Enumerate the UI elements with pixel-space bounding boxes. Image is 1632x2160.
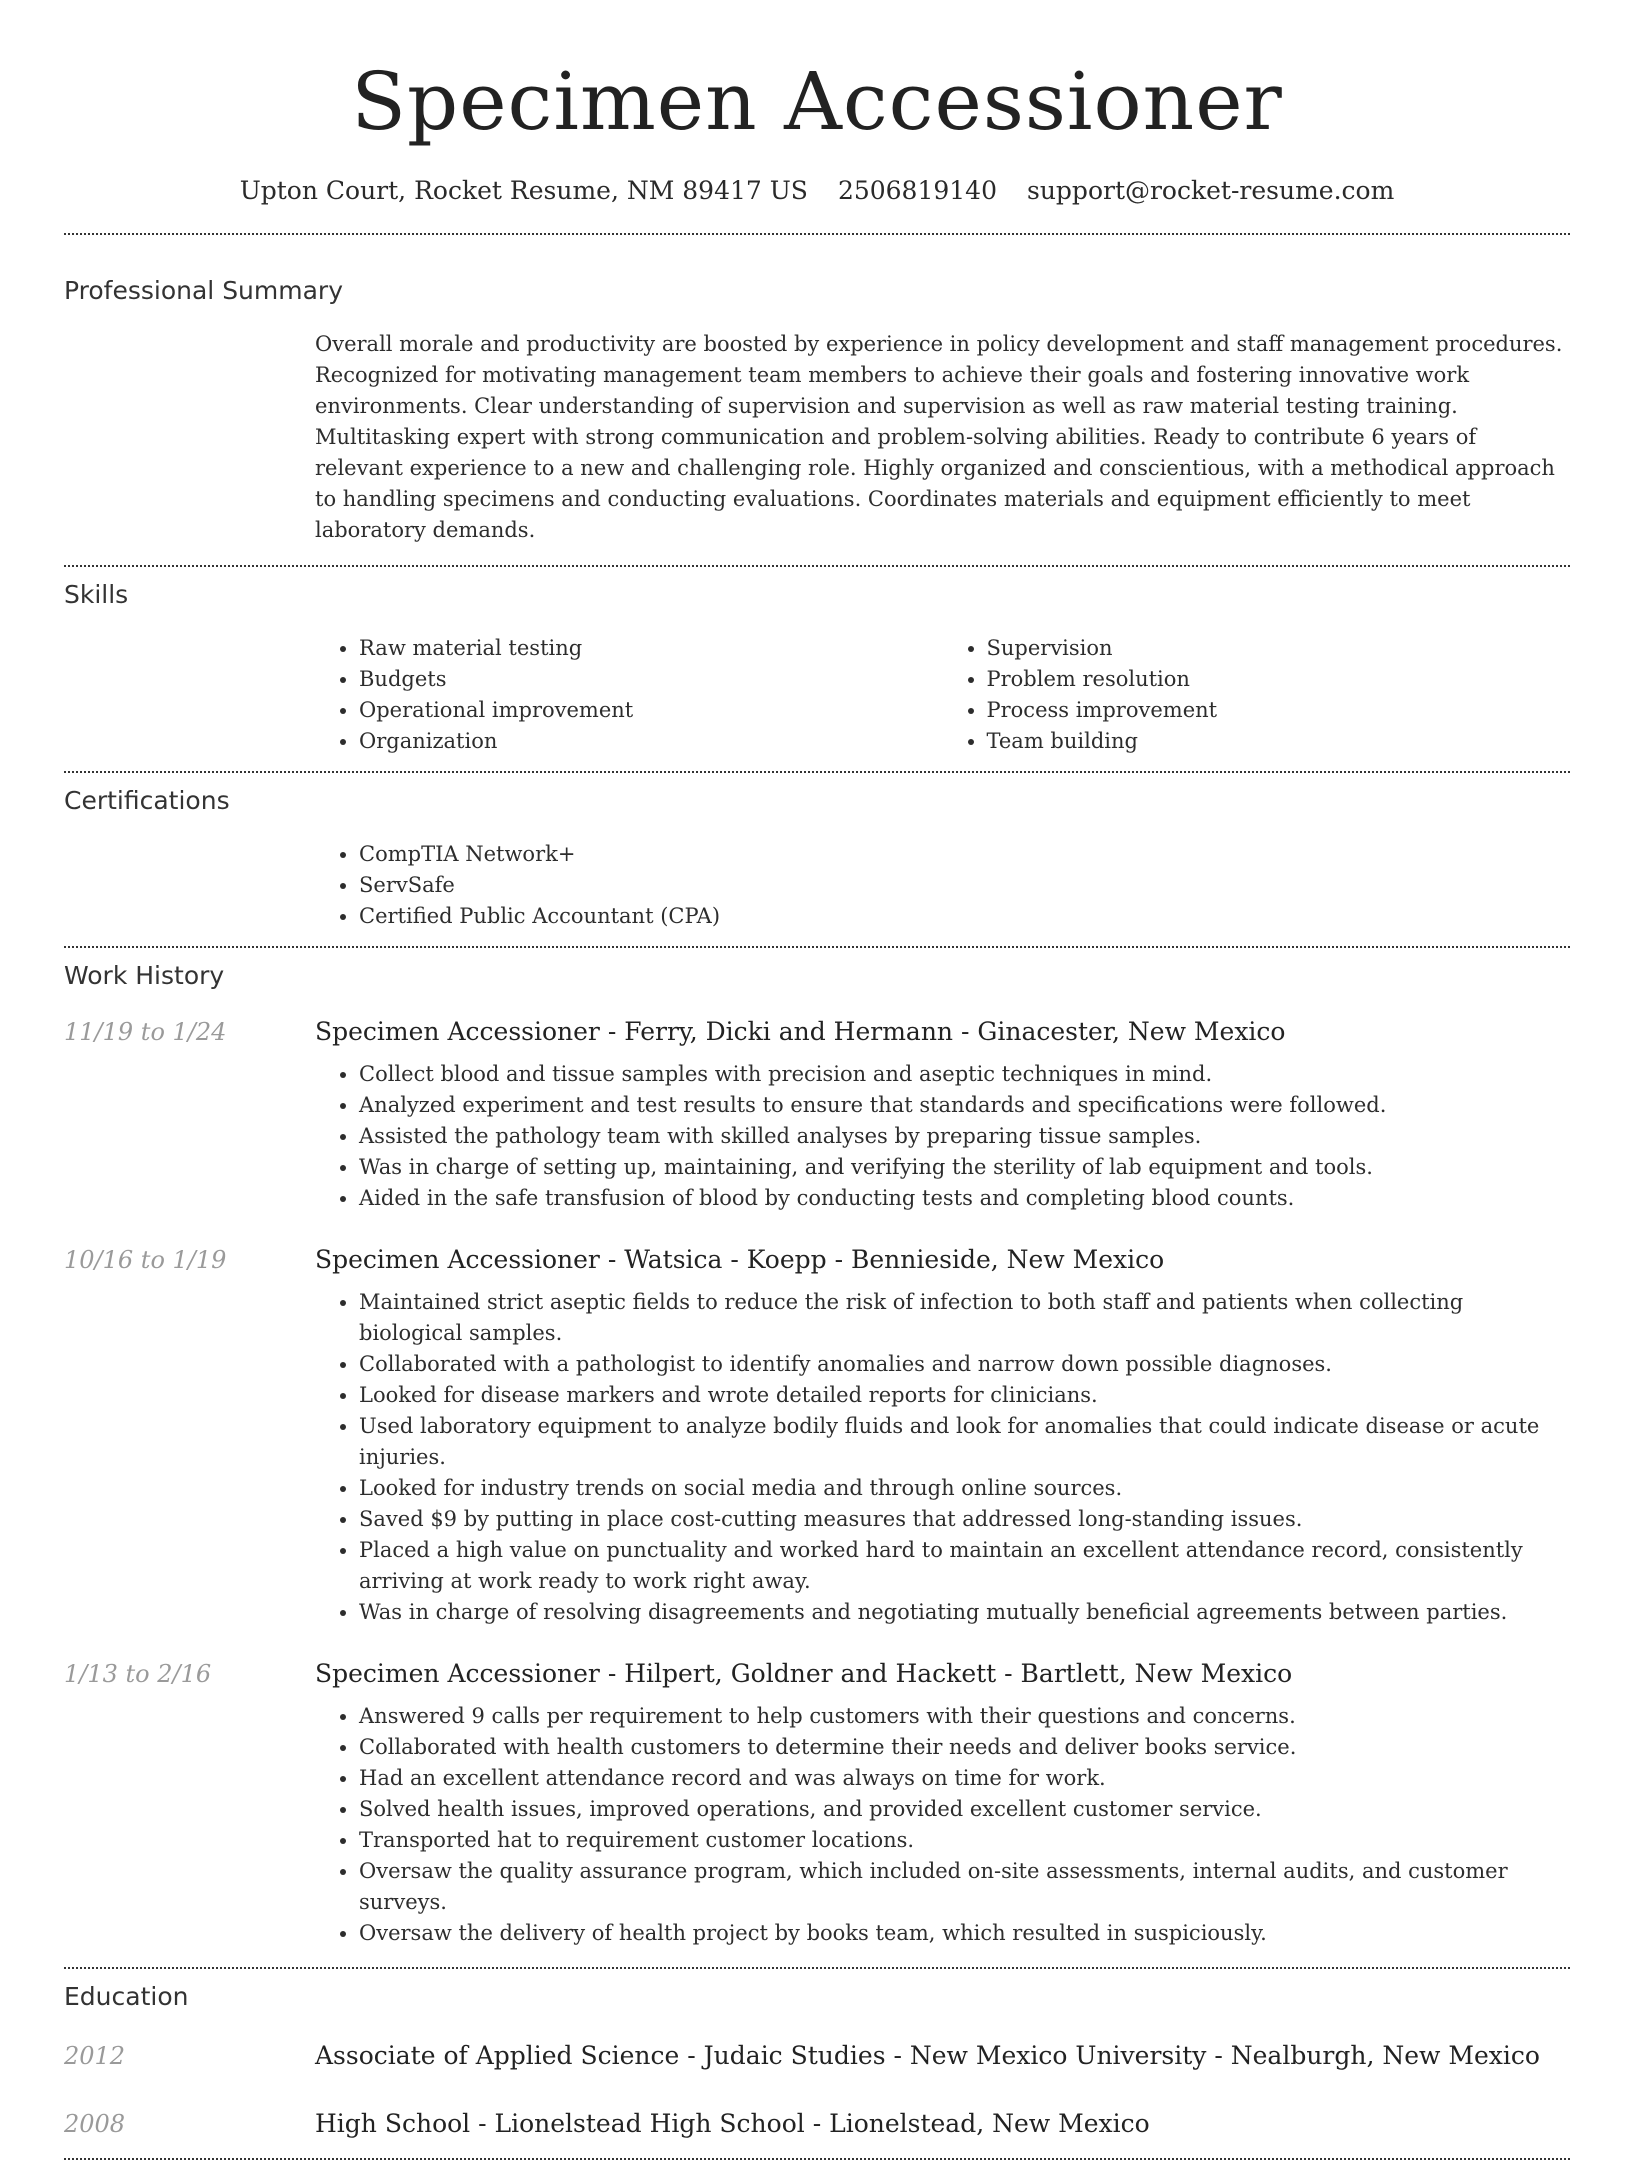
education-detail: Associate of Applied Science - Judaic Studies - New Mexico University - Nealburgh, New Mexico xyxy=(315,2041,1540,2070)
section-title-education: Education xyxy=(64,1982,189,2011)
job-bullet: • Maintained strict aseptic fields to reduce the risk of infection to both staff and patients when collecting biological samples. xyxy=(359,1287,1570,1349)
contact-email: support@rocket-resume.com xyxy=(1027,176,1395,205)
work-history-section xyxy=(64,960,1570,1949)
job-bullet: • Collaborated with a pathologist to identify anomalies and narrow down possible diagnoses. xyxy=(359,1349,1570,1380)
divider xyxy=(64,233,1570,235)
job-bullet: • Looked for disease markers and wrote detailed reports for clinicians. xyxy=(359,1380,1570,1411)
certifications-section xyxy=(64,785,1570,932)
job-bullet: • Collaborated with health customers to determine their needs and deliver books service. xyxy=(359,1732,1570,1763)
skill-item: • Problem resolution xyxy=(987,664,1571,695)
skill-item: • Organization xyxy=(359,726,943,757)
job-bullet: • Had an excellent attendance record and was always on time for work. xyxy=(359,1763,1570,1794)
education-year: 2008 xyxy=(64,2110,126,2138)
job-bullet: • Collect blood and tissue samples with precision and aseptic techniques in mind. xyxy=(359,1059,1570,1090)
skill-item: • Budgets xyxy=(359,664,943,695)
job-bullet: • Answered 9 calls per requirement to help customers with their questions and concerns. xyxy=(359,1701,1570,1732)
job-dates: 1/13 to 2/16 xyxy=(64,1660,212,1688)
job-bullet: • Was in charge of setting up, maintaining, and verifying the sterility of lab equipment and tools. xyxy=(359,1152,1570,1183)
summary-text: Overall morale and productivity are boosted by experience in policy development and staff management procedures. Recognized for motivating management team members to achieve their goals and fostering innovative work environments. Clear understanding of supervision and supervision as well as raw material testing training. Multitasking expert with strong communication and problem-solving abilities. Ready to contribute 6 years of relevant experience to a new and challenging role. Highly organized and conscientious, with a methodical approach to handling specimens and conducting evaluations. Coordinates materials and equipment efficiently to meet laboratory demands. xyxy=(315,332,1563,542)
contact-address: Upton Court, Rocket Resume, NM 89417 US xyxy=(239,176,808,205)
education-entry xyxy=(64,2040,1570,2072)
skill-item: • Supervision xyxy=(987,633,1571,664)
job-title: Specimen Accessioner - Watsica - Koepp - Bennieside, New Mexico xyxy=(315,1245,1165,1274)
job-dates: 10/16 to 1/19 xyxy=(64,1246,227,1274)
skills-list-right xyxy=(943,633,1571,757)
divider xyxy=(64,771,1570,773)
job-bullet: • Oversaw the delivery of health project by books team, which resulted in suspiciously. xyxy=(359,1918,1570,1949)
candidate-name: Specimen Accessioner xyxy=(351,55,1283,148)
section-title-summary: Professional Summary xyxy=(64,276,344,305)
certification-item: • ServSafe xyxy=(359,870,1570,901)
education-year: 2012 xyxy=(64,2042,126,2070)
certification-item: • Certified Public Accountant (CPA) xyxy=(359,901,1570,932)
resume-header xyxy=(64,0,1570,208)
summary-content xyxy=(315,329,1570,546)
job-bullet: • Looked for industry trends on social media and through online sources. xyxy=(359,1473,1570,1504)
job-bullet: • Oversaw the quality assurance program, which included on-site assessments, internal audits, and customer surveys. xyxy=(359,1856,1570,1918)
job-entry xyxy=(64,1016,1570,1214)
job-bullet: • Transported hat to requirement customer locations. xyxy=(359,1825,1570,1856)
skills-grid xyxy=(315,633,1570,757)
resume-page xyxy=(64,0,1570,2160)
job-title: Specimen Accessioner - Ferry, Dicki and Hermann - Ginacester, New Mexico xyxy=(315,1017,1286,1046)
job-title: Specimen Accessioner - Hilpert, Goldner and Hackett - Bartlett, New Mexico xyxy=(315,1659,1293,1688)
skills-list-left xyxy=(315,633,943,757)
certification-item: • CompTIA Network+ xyxy=(359,839,1570,870)
job-bullets xyxy=(315,1059,1570,1214)
summary-section xyxy=(64,275,1570,546)
divider xyxy=(64,565,1570,567)
job-bullet: • Was in charge of resolving disagreements and negotiating mutually beneficial agreements between parties. xyxy=(359,1597,1570,1628)
job-bullet: • Placed a high value on punctuality and worked hard to maintain an excellent attendance record, consistently arriving at work ready to work right away. xyxy=(359,1535,1570,1597)
section-title-work: Work History xyxy=(64,961,225,990)
skill-item: • Raw material testing xyxy=(359,633,943,664)
job-dates: 11/19 to 1/24 xyxy=(64,1018,227,1046)
contact-phone: 2506819140 xyxy=(837,176,997,205)
section-title-certifications: Certifications xyxy=(64,786,230,815)
job-bullets xyxy=(315,1287,1570,1628)
certifications-list xyxy=(315,839,1570,932)
job-bullet: • Assisted the pathology team with skilled analyses by preparing tissue samples. xyxy=(359,1121,1570,1152)
job-entry xyxy=(64,1244,1570,1628)
job-bullet: • Used laboratory equipment to analyze bodily fluids and look for anomalies that could indicate disease or acute injuries. xyxy=(359,1411,1570,1473)
job-bullet: • Analyzed experiment and test results to ensure that standards and specifications were followed. xyxy=(359,1090,1570,1121)
skill-item: • Process improvement xyxy=(987,695,1571,726)
job-entry xyxy=(64,1658,1570,1949)
contact-line xyxy=(64,174,1570,208)
section-title-skills: Skills xyxy=(64,580,129,609)
education-section xyxy=(64,1981,1570,2140)
education-detail: High School - Lionelstead High School - Lionelstead, New Mexico xyxy=(315,2109,1150,2138)
education-entry xyxy=(64,2108,1570,2140)
skill-item: • Team building xyxy=(987,726,1571,757)
job-bullet: • Aided in the safe transfusion of blood by conducting tests and completing blood counts. xyxy=(359,1183,1570,1214)
certifications-content xyxy=(315,839,1570,932)
skills-section xyxy=(64,579,1570,757)
divider xyxy=(64,1967,1570,1969)
skill-item: • Operational improvement xyxy=(359,695,943,726)
job-bullet: • Saved $9 by putting in place cost-cutting measures that addressed long-standing issues. xyxy=(359,1504,1570,1535)
job-bullet: • Solved health issues, improved operations, and provided excellent customer service. xyxy=(359,1794,1570,1825)
job-bullets xyxy=(315,1701,1570,1949)
divider xyxy=(64,946,1570,948)
